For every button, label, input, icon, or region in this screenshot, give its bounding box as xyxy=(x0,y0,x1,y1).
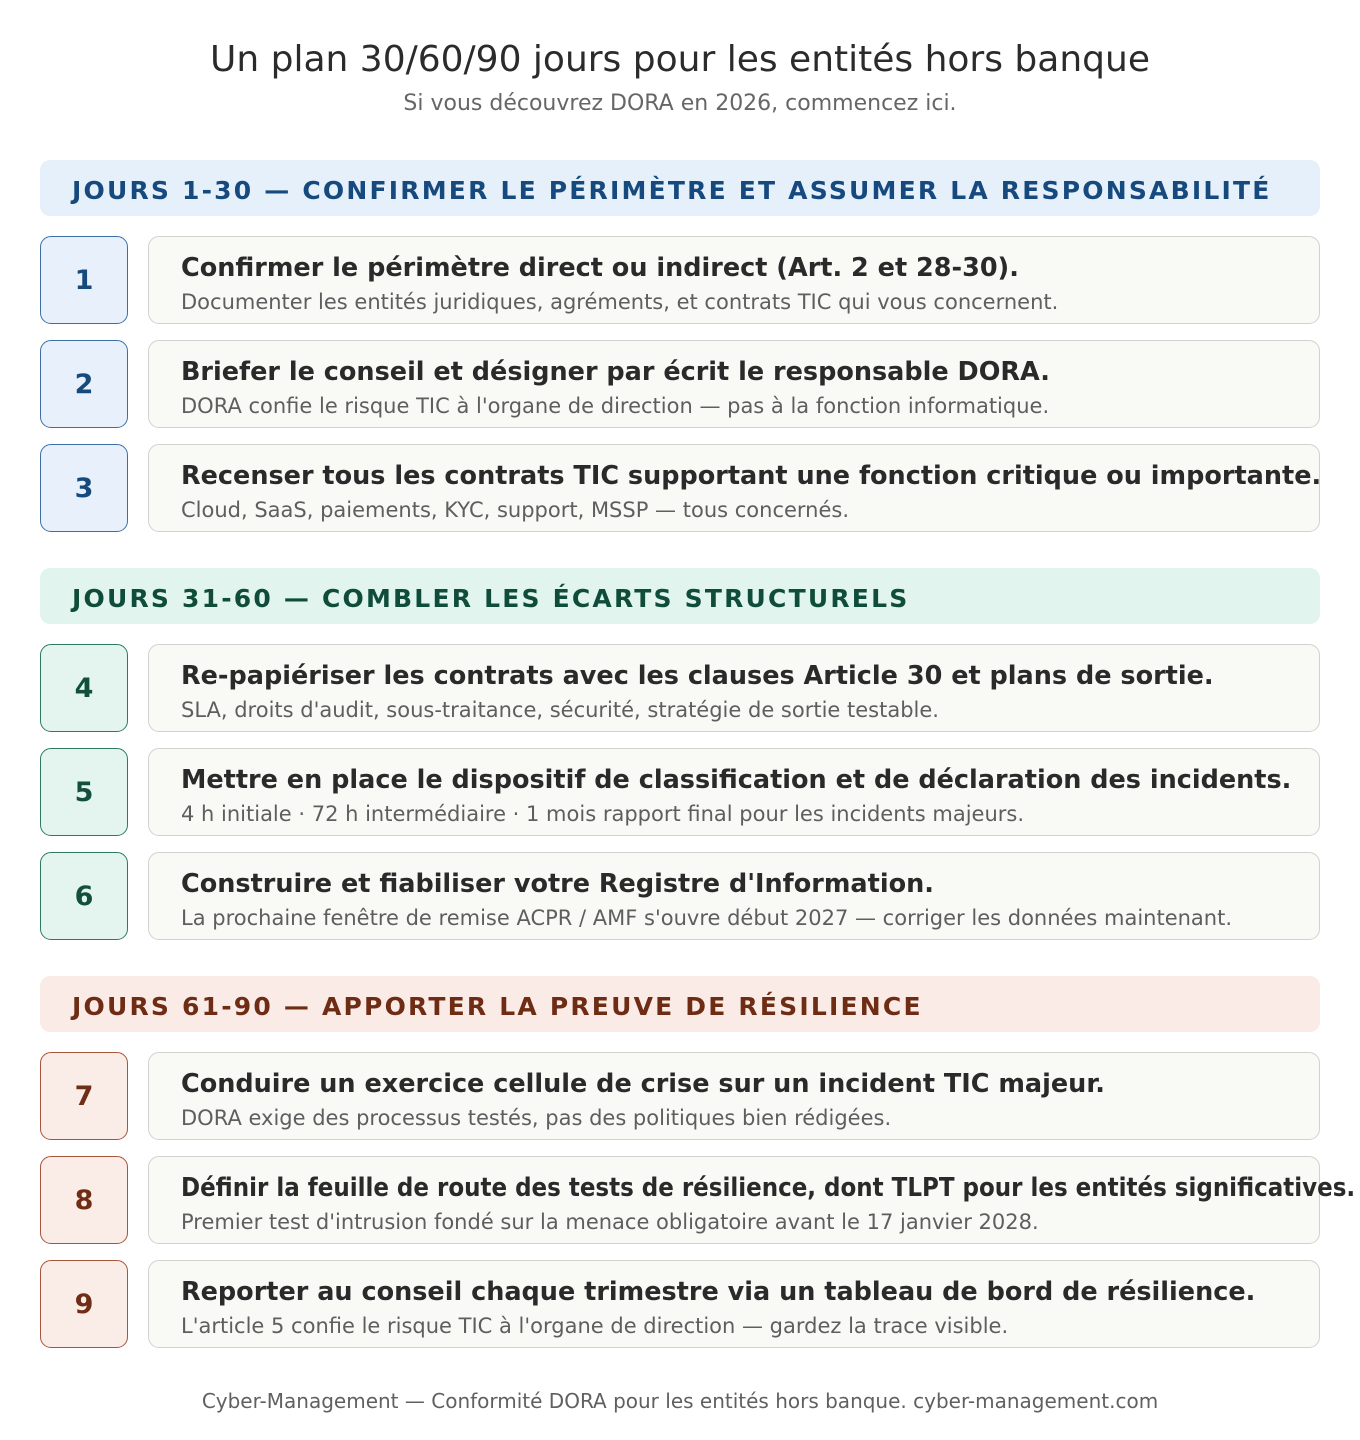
step-title: Définir la feuille de route des tests de résilience, dont TLPT pour les entités significatives. xyxy=(181,1173,1356,1203)
phase-label: JOURS 31-60 — COMBLER LES ÉCARTS STRUCTURELS xyxy=(72,584,910,613)
step-title: Briefer le conseil et désigner par écrit le responsable DORA. xyxy=(181,357,1050,387)
step-number-badge: 6 xyxy=(40,852,128,940)
step-description: La prochaine fenêtre de remise ACPR / AMF s'ouvre début 2027 — corriger les données maintenant. xyxy=(181,906,1233,930)
step-card xyxy=(148,340,1320,428)
step-number-badge: 5 xyxy=(40,748,128,836)
step-description: Cloud, SaaS, paiements, KYC, support, MSSP — tous concernés. xyxy=(181,498,850,522)
step-description: DORA exige des processus testés, pas des politiques bien rédigées. xyxy=(181,1106,892,1130)
footer-text: Cyber-Management — Conformité DORA pour les entités hors banque. cyber-management.com xyxy=(201,1389,1159,1413)
step-card xyxy=(148,1260,1320,1348)
step-title: Conduire un exercice cellule de crise sur un incident TIC majeur. xyxy=(181,1069,1105,1099)
step-title: Reporter au conseil chaque trimestre via un tableau de bord de résilience. xyxy=(181,1277,1256,1307)
step-card xyxy=(148,852,1320,940)
step-title: Mettre en place le dispositif de classification et de déclaration des incidents. xyxy=(181,765,1292,795)
phase-label: JOURS 61-90 — APPORTER LA PREUVE DE RÉSILIENCE xyxy=(72,992,923,1021)
step-card xyxy=(148,236,1320,324)
phase-header-2 xyxy=(40,568,1320,624)
step-card xyxy=(148,644,1320,732)
step-title: Confirmer le périmètre direct ou indirect (Art. 2 et 28-30). xyxy=(181,253,1019,283)
step-number-badge: 3 xyxy=(40,444,128,532)
step-title: Recenser tous les contrats TIC supportant une fonction critique ou importante. xyxy=(181,461,1322,491)
page-subtitle: Si vous découvrez DORA en 2026, commencez ici. xyxy=(403,91,957,116)
step-title: Construire et fiabiliser votre Registre d'Information. xyxy=(181,869,934,899)
phase-header-1 xyxy=(40,160,1320,216)
step-title: Re-papiériser les contrats avec les clauses Article 30 et plans de sortie. xyxy=(181,661,1214,691)
step-number-badge: 4 xyxy=(40,644,128,732)
step-card xyxy=(148,444,1320,532)
step-number-badge: 1 xyxy=(40,236,128,324)
phase-label: JOURS 1-30 — CONFIRMER LE PÉRIMÈTRE ET ASSUMER LA RESPONSABILITÉ xyxy=(72,176,1272,205)
step-description: Premier test d'intrusion fondé sur la menace obligatoire avant le 17 janvier 2028. xyxy=(181,1210,1039,1234)
step-description: SLA, droits d'audit, sous-traitance, sécurité, stratégie de sortie testable. xyxy=(181,698,939,722)
step-number-badge: 9 xyxy=(40,1260,128,1348)
step-number-badge: 7 xyxy=(40,1052,128,1140)
step-number-badge: 8 xyxy=(40,1156,128,1244)
step-description: L'article 5 confie le risque TIC à l'organe de direction — gardez la trace visible. xyxy=(181,1314,1009,1338)
step-description: Documenter les entités juridiques, agréments, et contrats TIC qui vous concernent. xyxy=(181,290,1059,314)
step-description: DORA confie le risque TIC à l'organe de direction — pas à la fonction informatique. xyxy=(181,394,1050,418)
step-description: 4 h initiale · 72 h intermédiaire · 1 mois rapport final pour les incidents majeurs. xyxy=(181,802,1025,826)
step-card xyxy=(148,748,1320,836)
step-number-badge: 2 xyxy=(40,340,128,428)
page-title: Un plan 30/60/90 jours pour les entités hors banque xyxy=(210,39,1150,80)
step-card xyxy=(148,1156,1356,1244)
step-card xyxy=(148,1052,1320,1140)
phase-header-3 xyxy=(40,976,1320,1032)
